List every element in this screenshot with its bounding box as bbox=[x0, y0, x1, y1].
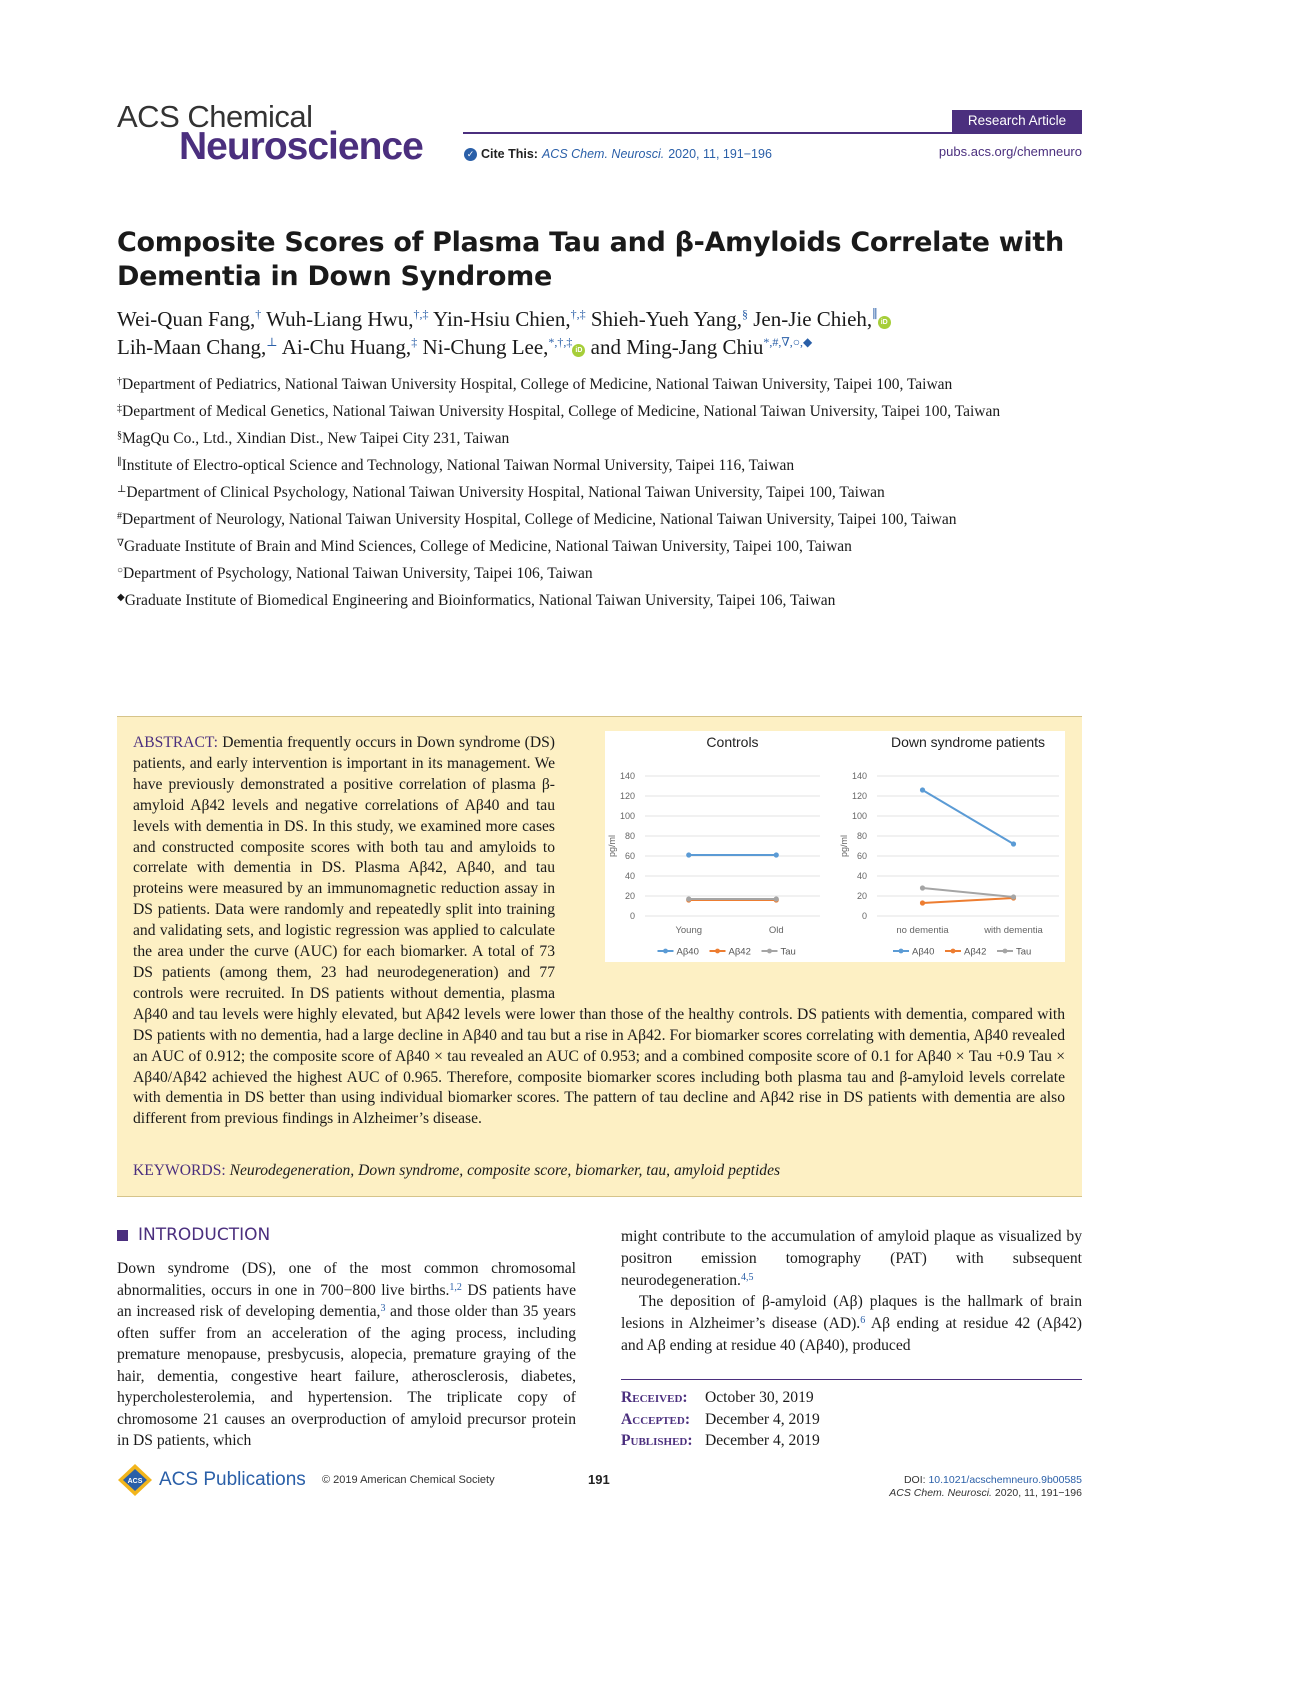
cite-details[interactable]: 2020, 11, 191−196 bbox=[668, 147, 772, 161]
affiliation-text: Department of Pediatrics, National Taiwan University Hospital, College of Medicine, National Taiwan University, Taipei 100, Taiwan bbox=[122, 376, 953, 393]
date-row bbox=[621, 1387, 820, 1409]
keywords-label: KEYWORDS: bbox=[133, 1162, 226, 1179]
legend-marker bbox=[899, 949, 904, 954]
author-name[interactable]: Lih-Maan Chang, bbox=[117, 335, 267, 359]
data-point bbox=[920, 787, 925, 792]
x-tick-label: Old bbox=[768, 925, 784, 936]
affiliation-text: Department of Clinical Psychology, National Taiwan University Hospital, National Taiwan University, Taipei 100, Taiwan bbox=[126, 484, 885, 501]
y-tick-label: 100 bbox=[851, 811, 867, 821]
affiliation-mark: § bbox=[117, 430, 122, 441]
article-type-badge: Research Article bbox=[952, 110, 1082, 132]
date-label: Published: bbox=[621, 1432, 693, 1449]
affiliation bbox=[117, 401, 1082, 422]
y-axis-label: pg/ml bbox=[607, 834, 617, 858]
x-tick-label: no dementia bbox=[896, 925, 949, 936]
author-marks: †,‡ bbox=[413, 307, 429, 321]
legend-label: Tau bbox=[780, 946, 796, 958]
author-marks: †,‡ bbox=[570, 307, 586, 321]
check-circle-icon: ✓ bbox=[464, 148, 477, 161]
affiliation bbox=[117, 374, 1082, 395]
y-tick-label: 80 bbox=[624, 831, 635, 841]
affiliation-mark: ○ bbox=[117, 565, 124, 576]
doi-block bbox=[889, 1474, 1082, 1500]
affiliation bbox=[117, 455, 1082, 476]
acs-shield-icon bbox=[117, 1463, 153, 1497]
page-number: 191 bbox=[588, 1472, 610, 1487]
affiliation bbox=[117, 590, 1082, 611]
introduction-heading-text: INTRODUCTION bbox=[138, 1225, 271, 1245]
journal-name-line1: ACS Chemical bbox=[117, 99, 313, 134]
journal-ref: ACS Chem. Neurosci. bbox=[889, 1487, 992, 1499]
affiliation-text: Department of Neurology, National Taiwan University Hospital, College of Medicine, National Taiwan University, Taipei 100, Taiwan bbox=[122, 511, 957, 528]
body-text: The deposition of β-amyloid (Aβ) plaques is the hallmark of brain lesions in Alzheimer’s disease (AD). bbox=[621, 1293, 1082, 1333]
y-tick-label: 40 bbox=[856, 871, 867, 881]
y-axis-label: pg/ml bbox=[839, 834, 849, 858]
author-name[interactable]: Wei-Quan Fang, bbox=[117, 307, 256, 331]
journal-website-link[interactable]: pubs.acs.org/chemneuro bbox=[938, 144, 1082, 159]
affiliation-mark: # bbox=[117, 511, 122, 522]
y-tick-label: 60 bbox=[624, 851, 635, 861]
body-text: Aβ ending at residue 42 (Aβ42) and Aβ ending at residue 40 (Aβ40), produced bbox=[621, 1315, 1083, 1354]
graphical-abstract bbox=[605, 731, 1065, 962]
publication-dates bbox=[621, 1387, 820, 1452]
legend-label: Aβ40 bbox=[676, 946, 699, 958]
author-name[interactable]: Wuh-Liang Hwu, bbox=[266, 307, 414, 331]
y-tick-label: 40 bbox=[624, 871, 635, 881]
series-line bbox=[923, 898, 1014, 903]
y-tick-label: 20 bbox=[624, 891, 635, 901]
y-tick-label: 140 bbox=[851, 771, 867, 781]
chart-title: Controls bbox=[706, 734, 759, 750]
affiliation-text: Graduate Institute of Brain and Mind Sciences, College of Medicine, National Taiwan University, Taipei 100, Taiwan bbox=[123, 538, 852, 555]
affiliation-mark: ‡ bbox=[117, 403, 122, 414]
citation-ref[interactable]: 1,2 bbox=[449, 1281, 462, 1293]
chart-title: Down syndrome patients bbox=[890, 734, 1046, 750]
data-point bbox=[686, 896, 691, 901]
x-tick-label: with dementia bbox=[984, 925, 1043, 936]
affiliation-text: Department of Medical Genetics, National Taiwan University Hospital, College of Medicine, National Taiwan University, Taipei 100, Taiwan bbox=[122, 403, 1001, 420]
doi-link[interactable]: 10.1021/acschemneuro.9b00585 bbox=[928, 1474, 1082, 1486]
section-square-icon bbox=[117, 1230, 128, 1241]
introduction-heading bbox=[117, 1225, 270, 1245]
y-tick-label: 0 bbox=[629, 911, 635, 921]
body-text: Down syndrome (DS), one of the most common chromosomal abnormalities, occurs in one in 700−800 live births. bbox=[117, 1260, 576, 1299]
author-marks: ∥ bbox=[872, 307, 878, 321]
citation-ref[interactable]: 4,5 bbox=[740, 1271, 754, 1283]
date-label: Received: bbox=[621, 1389, 688, 1406]
introduction-left-column bbox=[117, 1258, 576, 1452]
author-name[interactable]: Jen-Jie Chieh, bbox=[753, 307, 873, 331]
data-point bbox=[686, 852, 691, 857]
author-name[interactable]: Ai-Chu Huang, bbox=[281, 335, 412, 359]
author-marks: † bbox=[255, 307, 262, 321]
date-row bbox=[621, 1430, 820, 1452]
date-value: December 4, 2019 bbox=[705, 1410, 820, 1428]
legend-marker bbox=[1003, 949, 1008, 954]
page-footer bbox=[117, 1463, 1082, 1503]
body-text: DS patients have an increased risk of developing dementia, bbox=[117, 1281, 576, 1320]
data-point bbox=[1011, 841, 1016, 846]
affiliation-text: Institute of Electro-optical Science and Technology, National Taiwan Normal University, Taipei 116, Taiwan bbox=[121, 457, 795, 474]
data-point bbox=[774, 896, 779, 901]
data-point bbox=[920, 900, 925, 905]
copyright: © 2019 American Chemical Society bbox=[322, 1474, 495, 1486]
author-marks: *,#,∇,○,◆ bbox=[763, 335, 813, 349]
publisher-name: ACS Publications bbox=[159, 1469, 306, 1490]
x-tick-label: Young bbox=[675, 925, 703, 936]
doi-label: DOI: bbox=[903, 1474, 926, 1486]
author-name[interactable]: and Ming-Jang Chiu bbox=[590, 335, 764, 359]
citation-ref[interactable]: 6 bbox=[860, 1315, 866, 1327]
y-tick-label: 80 bbox=[856, 831, 867, 841]
affiliation bbox=[117, 428, 1082, 449]
affiliation bbox=[117, 563, 1082, 584]
y-tick-label: 120 bbox=[619, 791, 635, 801]
legend-marker bbox=[767, 949, 772, 954]
y-tick-label: 120 bbox=[851, 791, 867, 801]
y-tick-label: 60 bbox=[856, 851, 867, 861]
y-tick-label: 0 bbox=[861, 911, 867, 921]
cite-label: Cite This: bbox=[481, 147, 538, 161]
introduction-right-p1 bbox=[621, 1226, 1082, 1291]
data-point bbox=[920, 885, 925, 890]
affiliation-mark: † bbox=[117, 376, 122, 387]
data-point bbox=[774, 852, 779, 857]
graphical-abstract-charts bbox=[605, 731, 1065, 962]
journal-ref-details: 2020, 11, 191−196 bbox=[994, 1487, 1082, 1499]
orcid-icon[interactable]: iD bbox=[878, 316, 891, 329]
keywords bbox=[133, 1160, 1065, 1181]
cite-journal[interactable]: ACS Chem. Neurosci. bbox=[541, 147, 665, 161]
y-tick-label: 140 bbox=[619, 771, 635, 781]
journal-header bbox=[117, 100, 1082, 170]
legend-marker bbox=[715, 949, 720, 954]
author-name[interactable]: Yin-Hsiu Chien, bbox=[432, 307, 571, 331]
date-value: December 4, 2019 bbox=[705, 1432, 820, 1449]
cite-this[interactable] bbox=[464, 147, 772, 161]
legend-label: Tau bbox=[1016, 946, 1032, 958]
date-row bbox=[621, 1409, 820, 1431]
citation-ref[interactable]: 3 bbox=[380, 1303, 386, 1314]
author-name[interactable]: Ni-Chung Lee, bbox=[422, 335, 549, 359]
legend-label: Aβ42 bbox=[728, 946, 751, 958]
legend-label: Aβ42 bbox=[964, 946, 987, 958]
keywords-text: Neurodegeneration, Down syndrome, composite score, biomarker, tau, amyloid peptides bbox=[229, 1162, 781, 1179]
affiliation bbox=[117, 536, 1082, 557]
affiliation-text: Graduate Institute of Biomedical Engineering and Bioinformatics, National Taiwan University, Taipei 106, Taiwan bbox=[124, 592, 836, 609]
affiliation-mark: ⊥ bbox=[117, 484, 127, 495]
affiliation-mark: ∥ bbox=[117, 457, 122, 468]
header-rule bbox=[463, 132, 1082, 134]
affiliation-text: Department of Psychology, National Taiwan University, Taipei 106, Taiwan bbox=[123, 565, 593, 582]
affiliation-mark: ◆ bbox=[117, 592, 125, 603]
author-marks: ⊥ bbox=[266, 335, 278, 349]
author-list bbox=[117, 305, 1077, 361]
acs-publications-logo[interactable] bbox=[117, 1463, 306, 1497]
body-text: might contribute to the accumulation of amyloid plaque as visualized by positron emission tomography (PAT) with subsequent neurodegeneration. bbox=[621, 1228, 1082, 1289]
affiliation-list bbox=[117, 374, 1082, 617]
introduction-right-p2 bbox=[621, 1291, 1082, 1356]
date-label: Accepted: bbox=[621, 1410, 691, 1428]
article-title: Composite Scores of Plasma Tau and β-Amyloids Correlate with Dementia in Down Syndrome bbox=[117, 227, 1064, 292]
author-name[interactable]: Shieh-Yueh Yang, bbox=[590, 307, 742, 331]
affiliation bbox=[117, 509, 1082, 530]
date-value: October 30, 2019 bbox=[705, 1389, 814, 1406]
introduction-right-column bbox=[621, 1226, 1082, 1357]
acs-shield-label: ACS bbox=[127, 1478, 143, 1485]
affiliation bbox=[117, 482, 1082, 503]
journal-name-line2: Neuroscience bbox=[179, 125, 423, 168]
author-marks: § bbox=[741, 307, 748, 321]
y-tick-label: 100 bbox=[619, 811, 635, 821]
affiliation-mark: ∇ bbox=[117, 538, 124, 549]
data-point bbox=[1011, 894, 1016, 899]
legend-label: Aβ40 bbox=[912, 946, 935, 958]
legend-marker bbox=[663, 949, 668, 954]
y-tick-label: 20 bbox=[856, 891, 867, 901]
orcid-icon[interactable]: iD bbox=[572, 344, 585, 357]
author-marks: *,†,‡ bbox=[548, 335, 573, 349]
abstract-label: ABSTRACT: bbox=[133, 734, 219, 751]
legend-marker bbox=[951, 949, 956, 954]
affiliation-text: MagQu Co., Ltd., Xindian Dist., New Taipei City 231, Taiwan bbox=[122, 430, 510, 447]
abstract-body: Dementia frequently occurs in Down syndrome (DS) patients, and early intervention is important in its management. We have previously demonstrated a positive correlation of plasma β-amyloid Aβ42 levels and negative correlations of Aβ40 and tau levels with dementia in DS. In this study, we examined more cases and constructed composite scores with both tau and amyloids to correlate with dementia in DS. Plasma Aβ42, Aβ40, and tau proteins were measured by an immunomagnetic reduction assay in DS patients. Data were randomly and repeatedly split into training and validating sets, and logistic regression was applied to calculate the area under the curve (AUC) for each biomarker. A total of 73 DS patients (among them, 23 had neurodegeneration) and 77 controls were recruited. In DS patients without dementia, plasma Aβ40 and tau levels were highly elevated, but Aβ42 levels were lower than those of the healthy controls. DS patients with dementia, compared with DS patients with no dementia, had a large decline in Aβ40 and tau but a rise in Aβ42. For biomarker scores correlating with dementia, Aβ40 revealed an AUC of 0.912; the composite score of Aβ40 × tau revealed an AUC of 0.953; and a combined composite score of 0.1 for Aβ40 × Tau +0.9 Tau × Aβ40/Aβ42 achieved the highest AUC of 0.965. Therefore, composite biomarker scores including both plasma tau and β-amyloid levels correlate with dementia in DS better than using individual biomarker scores. The pattern of tau decline and Aβ42 rise in DS patients with dementia are also different from previous findings in Alzheimer’s disease. bbox=[133, 734, 1065, 1128]
author-marks: ‡ bbox=[411, 335, 418, 349]
dates-rule bbox=[621, 1379, 1082, 1380]
body-text: and those older than 35 years often suffer from an acceleration of the aging process, including premature menopause, presbycusis, alopecia, premature graying of the hair, dementia, congestive heart failure, atherosclerosis, diabetes, hypercholesterolemia, and hypertension. The triplicate copy of chromosome 21 causes an overproduction of amyloid precursor protein in DS patients, which bbox=[117, 1303, 576, 1449]
